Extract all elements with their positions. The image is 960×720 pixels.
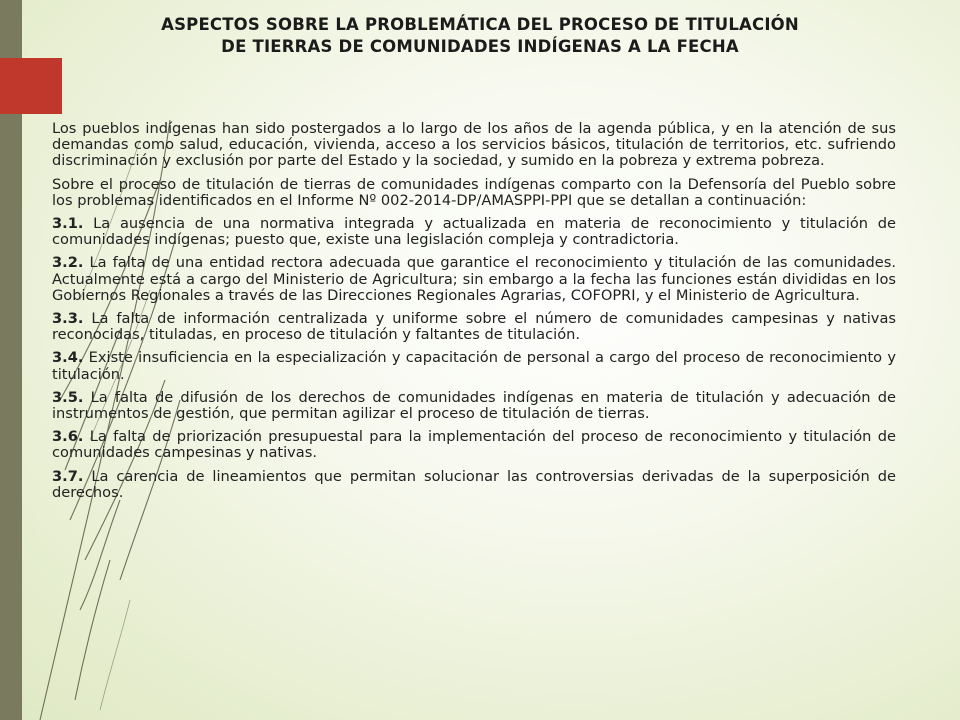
- item-number: 3.5.: [52, 388, 84, 406]
- item-number: 3.4.: [52, 349, 84, 367]
- list-item: [52, 311, 896, 343]
- item-text: La falta de difusión de los derechos de comunidades indígenas en materia de titulación y adecuación de instrumentos de gestión, que permitan agilizar el proceso de titulación de tierras.: [52, 388, 896, 423]
- item-text: La ausencia de una normativa integrada y actualizada en materia de reconocimiento y titulación de comunidades indígenas; puesto que, existe una legislación compleja y contradictoria.: [52, 215, 896, 249]
- item-text: La falta de información centralizada y uniforme sobre el número de comunidades campesinas y nativas reconocidas, tituladas, en proceso de titulación y faltantes de titulación.: [52, 310, 896, 344]
- item-number: 3.1.: [52, 215, 84, 233]
- title-line-1: ASPECTOS SOBRE LA PROBLEMÁTICA DEL PROCESO DE TITULACIÓN: [161, 15, 799, 34]
- intro-paragraph-2: Sobre el proceso de titulación de tierras de comunidades indígenas comparto con la Defensoría del Pueblo sobre los problemas identificados en el Informe Nº 002-2014-DP/AMASPPI-PPI que se detallan a continuación:: [52, 175, 896, 209]
- item-number: 3.3.: [52, 310, 84, 328]
- item-text: Existe insuficiencia en la especialización y capacitación de personal a cargo del proceso de reconocimiento y titulación.: [52, 349, 896, 383]
- item-number: 3.6.: [52, 428, 84, 446]
- item-number: 3.7.: [52, 467, 84, 485]
- list-item: [52, 255, 896, 304]
- body-content: [52, 121, 896, 508]
- item-text: La falta de priorización presupuestal para la implementación del proceso de reconocimiento y titulación de comunidades campesinas y nativas.: [52, 428, 896, 462]
- item-number: 3.2.: [52, 254, 84, 272]
- list-item: [52, 216, 896, 248]
- title-line-2: DE TIERRAS DE COMUNIDADES INDÍGENAS A LA FECHA: [221, 37, 739, 56]
- slide-title: [60, 14, 900, 58]
- list-item: [52, 390, 896, 422]
- intro-paragraph-1: Los pueblos indígenas han sido postergados a lo largo de los años de la agenda pública, y en la atención de sus demandas como salud, educación, vivienda, acceso a los servicios básicos, titulación de territorios, etc. sufriendo discriminación y exclusión por parte del Estado y la sociedad, y sumido en la pobreza y extrema pobreza.: [52, 120, 896, 170]
- item-text: La carencia de lineamientos que permitan solucionar las controversias derivadas de la superposición de derechos.: [52, 467, 896, 501]
- list-item: [52, 429, 896, 461]
- list-item: [52, 469, 896, 501]
- item-text: La falta de una entidad rectora adecuada que garantice el reconocimiento y titulación de las comunidades. Actualmente está a cargo del Ministerio de Agricultura; sin embargo a la fecha las funciones están divididas en los Gobiernos Regionales a través de las Direcciones Regionales Agrarias, COFOPRI, y el Ministerio de Agricultura.: [52, 254, 896, 304]
- list-item: [52, 350, 896, 382]
- red-accent-tab: [0, 58, 62, 114]
